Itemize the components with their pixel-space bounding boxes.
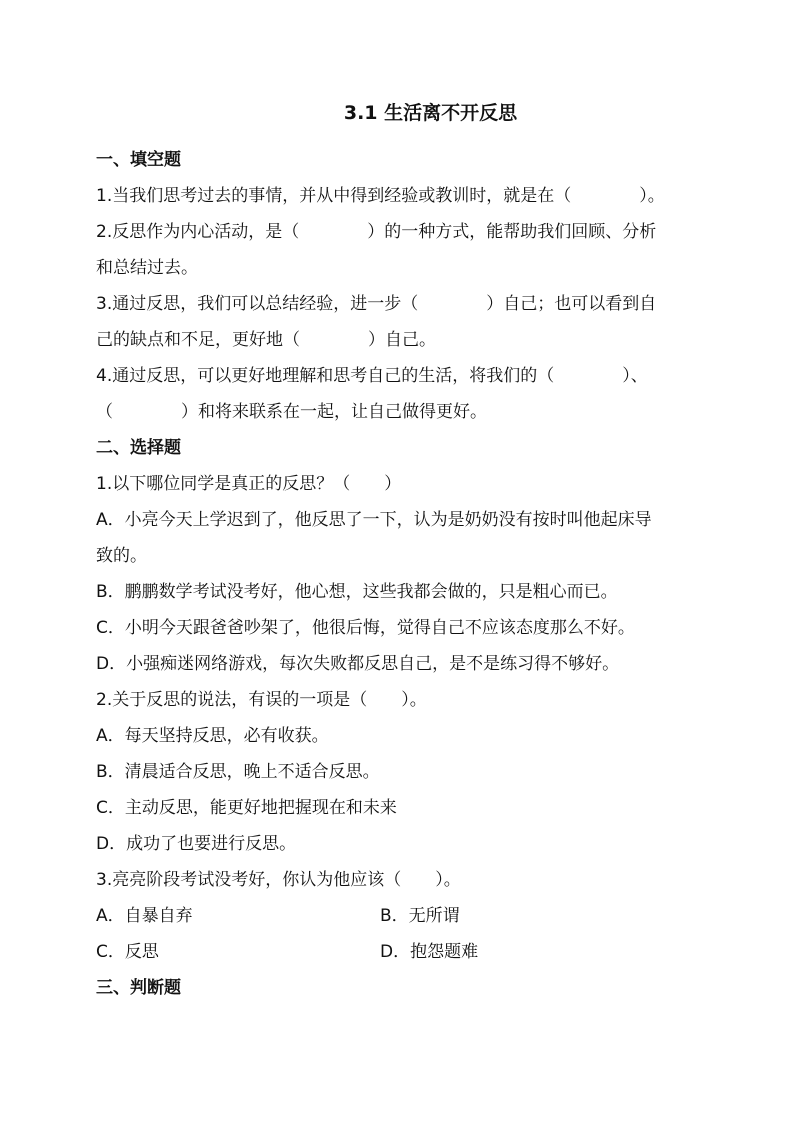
option-d: D．小强痴迷网络游戏，每次失败都反思自己，是不是练习得不够好。: [96, 654, 620, 674]
fill-blank-line: 1.当我们思考过去的事情，并从中得到经验或教训时，就是在（ ）。: [96, 186, 665, 206]
option-d: D．成功了也要进行反思。: [96, 834, 297, 854]
option-b: B．鹏鹏数学考试没考好，他心想，这些我都会做的，只是粗心而已。: [96, 582, 618, 602]
question-stem: 1.以下哪位同学是真正的反思？（ ）: [96, 474, 402, 494]
page-title: 3.1 生活离不开反思: [343, 102, 518, 124]
question-stem: 2.关于反思的说法，有误的一项是（ ）。: [96, 690, 427, 710]
section-heading-fill-blank: 一、填空题: [96, 150, 181, 170]
fill-blank-line: 和总结过去。: [96, 258, 198, 278]
section-heading-judge: 三、判断题: [96, 978, 181, 998]
option-b: B．清晨适合反思，晚上不适合反思。: [96, 762, 380, 782]
option-c: C．主动反思，能更好地把握现在和未来: [96, 798, 397, 818]
fill-blank-line: 己的缺点和不足，更好地（ ）自己。: [96, 330, 436, 350]
option-a-continued: 致的。: [96, 546, 147, 566]
worksheet-page: [96, 100, 701, 1006]
option-b: B．无所谓: [380, 906, 460, 926]
fill-blank-line: 3.通过反思，我们可以总结经验，进一步（ ）自己；也可以看到自: [96, 294, 657, 314]
option-d: D．抱怨题难: [380, 942, 479, 962]
option-c: C．小明今天跟爸爸吵架了，他很后悔，觉得自己不应该态度那么不好。: [96, 618, 635, 638]
options-row: [96, 934, 701, 970]
option-a: A．小亮今天上学迟到了，他反思了一下，认为是奶奶没有按时叫他起床导: [96, 510, 652, 530]
option-a: A．自暴自弃: [96, 906, 193, 926]
option-a: A．每天坚持反思，必有收获。: [96, 726, 329, 746]
option-c: C．反思: [96, 942, 159, 962]
options-row: [96, 898, 701, 934]
fill-blank-line: （ ）和将来联系在一起，让自己做得更好。: [96, 402, 487, 422]
fill-blank-line: 2.反思作为内心活动，是（ ）的一种方式，能帮助我们回顾、分析: [96, 222, 657, 242]
section-heading-choice: 二、选择题: [96, 438, 181, 458]
question-stem: 3.亮亮阶段考试没考好，你认为他应该（ ）。: [96, 870, 461, 890]
fill-blank-line: 4.通过反思，可以更好地理解和思考自己的生活，将我们的（ ）、: [96, 366, 648, 386]
